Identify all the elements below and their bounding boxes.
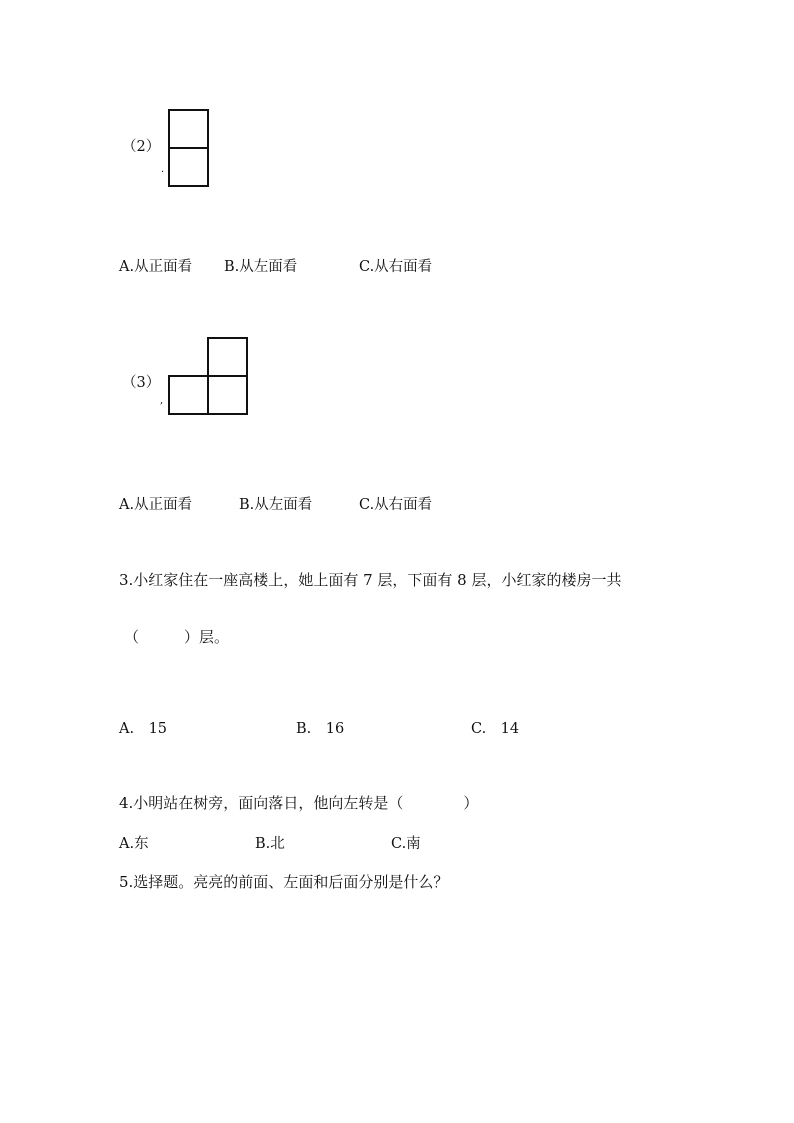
q2-option-c[interactable]: C.从右面看 xyxy=(359,259,433,275)
q2-option-a[interactable]: A.从正面看 xyxy=(119,259,193,275)
question-5-text: 5.选择题。亮亮的前面、左面和后面分别是什么？ xyxy=(119,873,449,891)
figure-2-two-stacked-squares xyxy=(168,109,209,187)
square-bottom-right xyxy=(207,375,248,415)
stray-mark: · xyxy=(161,167,165,178)
question-4-option-b[interactable]: B.北 xyxy=(255,836,285,852)
square-bottom xyxy=(168,147,209,187)
question-4-option-a[interactable]: A.东 xyxy=(119,836,149,852)
question-3-option-b[interactable]: B. 16 xyxy=(296,721,345,737)
question-4-text: 4.小明站在树旁，面向落日，他向左转是（ ） xyxy=(119,794,479,812)
figure-label-2: （2） xyxy=(122,139,161,155)
square-top xyxy=(168,109,209,149)
question-3-option-c[interactable]: C. 14 xyxy=(471,721,520,737)
q2-option-b[interactable]: B.从左面看 xyxy=(224,259,298,275)
question-3-line-2: （ ）层。 xyxy=(124,628,230,646)
question-3-line-1: 3.小红家住在一座高楼上，她上面有 7 层，下面有 8 层，小红家的楼房一共 xyxy=(119,571,622,589)
figure-3-l-shape-squares xyxy=(168,337,248,415)
q3-option-b[interactable]: B.从左面看 xyxy=(239,497,313,513)
square-bottom-left xyxy=(168,375,209,415)
square-top-right xyxy=(207,337,248,377)
question-4-option-c[interactable]: C.南 xyxy=(391,836,421,852)
q3-option-c[interactable]: C.从右面看 xyxy=(359,497,433,513)
question-3-option-a[interactable]: A. 15 xyxy=(119,721,168,737)
stray-mark: , xyxy=(160,395,164,406)
figure-label-3: （3） xyxy=(122,375,161,391)
q3-option-a[interactable]: A.从正面看 xyxy=(119,497,193,513)
